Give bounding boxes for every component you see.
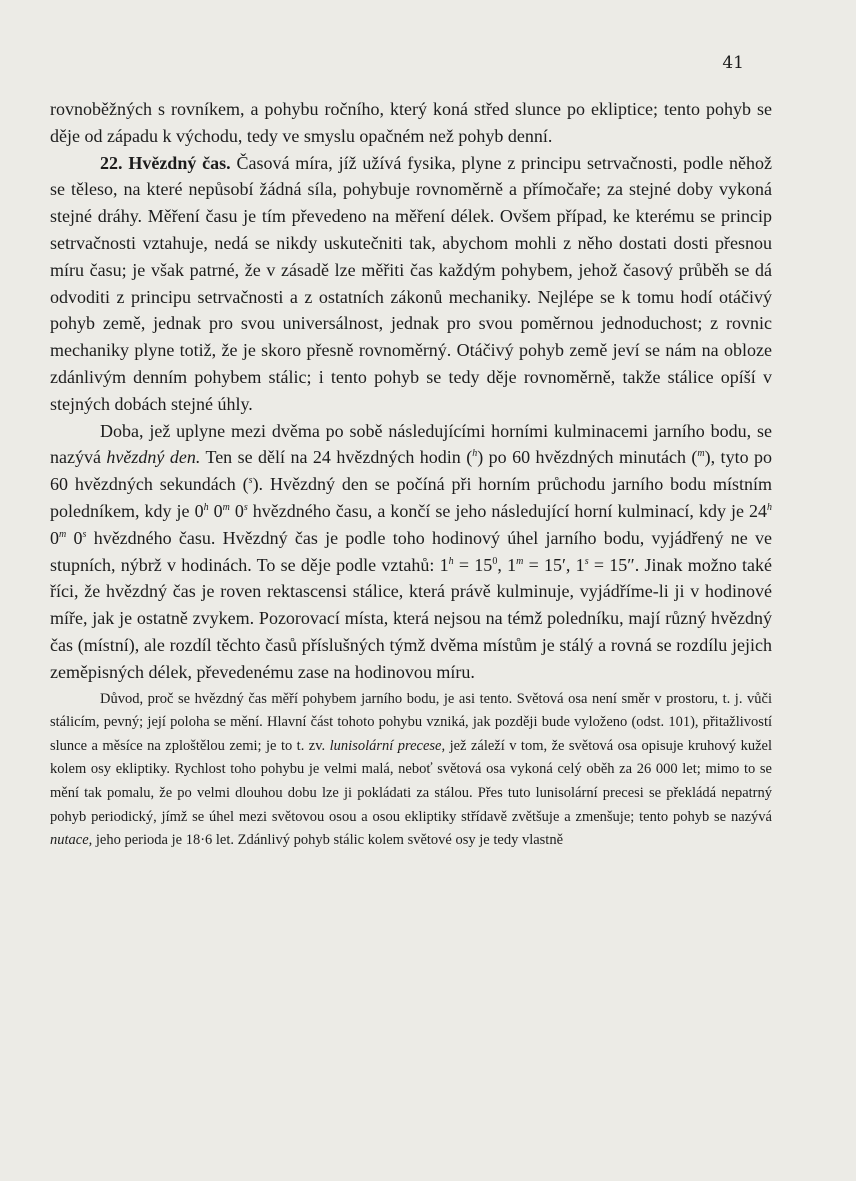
- text-run: ), tyto po 60 hvězdných sekundách (: [50, 447, 773, 495]
- text-run: , 1: [497, 554, 517, 575]
- sup-m: m: [59, 528, 67, 540]
- sup-m: m: [697, 448, 705, 460]
- sup-h: h: [203, 501, 209, 513]
- sup-s: s: [82, 528, 87, 540]
- sup-h: h: [472, 448, 478, 460]
- text-run: 0: [66, 527, 83, 548]
- main-text: [50, 96, 772, 686]
- page-number: 41: [722, 53, 744, 73]
- paragraph-continuation: rovnoběžných s rovníkem, a pohybu ročního, který koná střed slunce po ekliptice; tento pohyb se děje od západu k východu, tedy ve smyslu opačném než pohyb denní.: [50, 99, 772, 146]
- text-run: 0: [229, 500, 244, 521]
- sup-s: s: [584, 555, 589, 567]
- text-run: jež záleží v tom, že světová osa opisuje kruhový kužel kolem osy ekliptiky. Rychlost toho pohybu je velmi malá, neboť světová osa vykoná celý oběh za 26 000 let; mimo to se mění tak pomalu, že po velmi dlouhou dobu lze ji pokládati za stálou. Přes tuto lunisolární precesi se překládá nepatrný pohyb periodický, jímž se úhel mezi světovou osou a osou ekliptiky střídavě zvětšuje a zmenšuje; tento pohyb se nazývá: [50, 737, 773, 825]
- sup-h: h: [767, 501, 773, 513]
- section-text: Časová míra, jíž užívá fysika, plyne z principu setrvačnosti, podle něhož se těleso, na které nepůsobí žádná síla, pohybuje rovnoměrně a přímočaře; za stejné doby vykoná stejné dráhy. Měření času je tím převedeno na měření délek. Ovšem případ, ke kterému se princip setrvačnosti vztahuje, nedá se nikdy uskutečniti tak, abychom mohli z něho dostati dosti přesnou míru času; je však patrné, že v zásadě lze měřiti čas každým pohybem, jehož časový průběh se dá odvoditi z principu setrvačnosti a z ostatních zákonů mechaniky. Nejlépe se k tomu hodí otáčivý pohyb země, jednak pro svou universálnost, jednak pro svou poměrnou jednoduchost; z rovnic mechaniky plyne totiž, že je skoro přesně rovnoměrný. Otáčivý pohyb země jeví se nám na obloze zdánlivým denním pohybem stálic; i tento pohyb se tedy děje rovnoměrně, takže stálice opíší v stejných dobách stejné úhly.: [50, 152, 773, 414]
- text-run: 0: [208, 500, 223, 521]
- sup-degree: 0: [492, 555, 498, 567]
- text-run: Ten se dělí na 24 hvězdných hodin (: [205, 447, 473, 468]
- term-nutation: nutace,: [50, 832, 93, 849]
- sup-s: s: [243, 501, 248, 513]
- text-run: Doba, jež uplyne mezi dvěma po sobě následujícími horními kulminacemi jarního bodu, se nazývá: [50, 420, 772, 468]
- paragraph-section-22: [50, 150, 772, 418]
- sup-m: m: [222, 501, 230, 513]
- text-run: jeho perioda je 18·6 let. Zdánlivý pohyb stálic kolem světové osy je tedy vlastně: [95, 832, 564, 849]
- term-lunisolar-precession: lunisolární precese,: [329, 737, 446, 754]
- sup-m: m: [516, 555, 524, 567]
- note-paragraph: [50, 688, 772, 853]
- text-run: 0: [50, 527, 59, 548]
- text-run: = 15′, 1: [523, 554, 585, 575]
- text-run: = 15: [453, 554, 493, 575]
- paragraph-sidereal-day: [50, 418, 772, 686]
- section-heading: Hvězdný čas.: [128, 152, 231, 173]
- text-run: hvězdného času, a končí se jeho následující horní kulminací, kdy je 24: [247, 500, 768, 521]
- sup-s: s: [248, 475, 253, 487]
- sup-h: h: [448, 555, 454, 567]
- text-run: = 15″. Jinak možno také říci, že hvězdný čas je roven rektascensi stálice, která právě kulminuje, vyjádříme-li ji v hodinové míře, jak je ostatně zvykem. Pozorovací místa, která nejsou na témž poledníku, mají různý hvězdný čas (místní), ale rozdíl těchto časů příslušných týmž dvěma místům je stálý a rovná se rozdílu jejich zeměpisných délek, převedenému zase na hodinovou míru.: [50, 554, 772, 682]
- text-block: [50, 96, 772, 853]
- term-sidereal-day: hvězdný den.: [106, 447, 201, 468]
- text-run: Důvod, proč se hvězdný čas měří pohybem jarního bodu, je asi tento. Světová osa není směr v prostoru, t. j. vůči stálicím, pevný; její poloha se mění. Hlavní část tohoto pohybu vzniká, jak později bude vyloženo (odst. 101), přitažlivostí slunce a měsíce na zploštělou zemi; je to t. zv.: [50, 690, 772, 754]
- text-run: ) po 60 hvězdných minutách (: [477, 447, 698, 468]
- small-print-note: [50, 688, 772, 853]
- text-run: ). Hvězdný den se počíná při horním průchodu jarního bodu místním poledníkem, kdy je 0: [50, 474, 773, 521]
- section-number: 22.: [100, 152, 123, 173]
- text-run: hvězdného času. Hvězdný čas je podle toho hodinový úhel jarního bodu, vyjádřený ne ve stupních, nýbrž v hodinách. To se děje podle vztahů: 1: [50, 527, 773, 575]
